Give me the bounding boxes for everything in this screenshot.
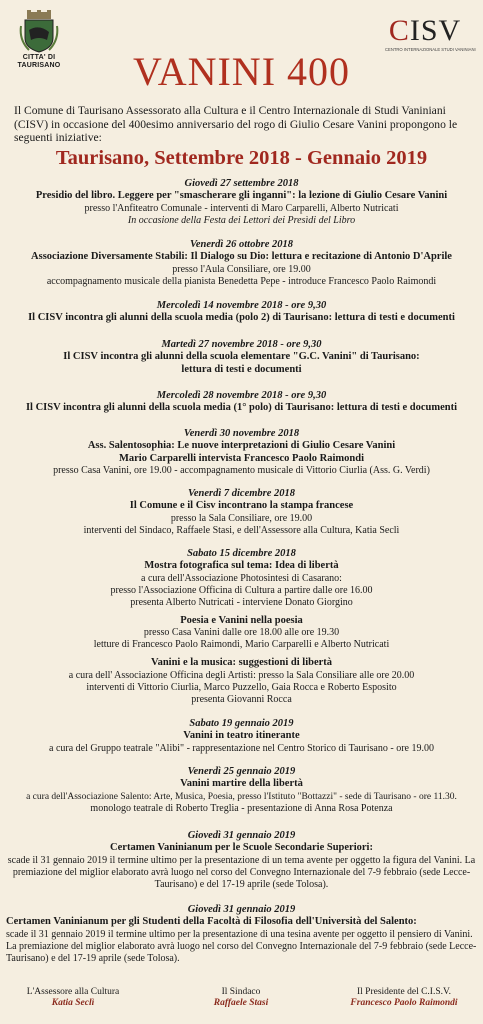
intro-paragraph: Il Comune di Taurisano Assessorato alla Cultura e il Centro Internazionale di Studi Vaniniani (CISV) in occasione del 400esimo anniversario del rogo di Giulio Cesare Vanini propongono le seguenti iniziative: [14, 104, 458, 145]
signature-role: Il Presidente del C.I.S.V. [356, 987, 452, 997]
signature-sindaco [176, 987, 306, 1009]
event-date: Venerdì 7 dicembre 2018 [187, 488, 296, 499]
event-date: Venerdì 30 novembre 2018 [183, 428, 300, 439]
signature-role: L'Assessore alla Cultura [26, 987, 120, 997]
page-title: VANINI 400 [132, 49, 351, 94]
crest-label-line2: TAURISANO [17, 62, 61, 69]
event-date: Sabato 19 gennaio 2019 [189, 718, 294, 729]
crest-label-line1: CITTA' DI [22, 54, 56, 61]
event-heading: Il CISV incontra gli alunni della scuola media (polo 2) di Taurisano: lettura di testi e documenti [28, 312, 455, 323]
event-2 [6, 238, 477, 288]
event-detail: monologo teatrale di Roberto Treglia - presentazione di Anna Rosa Potenza [90, 802, 393, 814]
event-detail: a cura del Gruppo teatrale "Alibi" - rappresentazione nel Centro Storico di Taurisano - ore 19.00 [49, 742, 434, 754]
event-9 [6, 717, 477, 755]
event-date: Venerdì 25 gennaio 2019 [187, 766, 296, 777]
signature-name: Francesco Paolo Raimondi [350, 998, 458, 1008]
cisv-logo-c: C [388, 14, 410, 47]
event-heading: Il Comune e il Cisv incontrano la stampa francese [129, 500, 354, 511]
event-12 [6, 903, 477, 965]
event-detail: presso l'Associazione Officina di Cultura a partire dalle ore 16.00 [110, 584, 373, 596]
cisv-logo-subtitle: CENTRO INTERNAZIONALE STUDI VANINIANI [385, 47, 476, 52]
event-date: Mercoledì 28 novembre 2018 - ore 9,30 [156, 390, 327, 401]
page-subtitle: Taurisano, Settembre 2018 - Gennaio 2019 [55, 147, 428, 169]
event-heading-b: Poesia e Vanini nella poesia [180, 614, 303, 626]
event-8 [6, 547, 477, 706]
event-heading: Vanini in teatro itinerante [183, 730, 300, 741]
event-detail: accompagnamento musicale della pianista Benedetta Pepe - introduce Francesco Paolo Raimondi [46, 275, 437, 287]
event-heading-line2: Mario Carparelli intervista Francesco Paolo Raimondi [118, 452, 365, 464]
event-detail: interventi di Vittorio Ciurlia, Marco Puzzello, Gaia Rocca e Roberto Esposito [86, 681, 397, 693]
municipal-crest-icon [19, 10, 59, 54]
event-detail: presso Casa Vanini dalle ore 18.00 alle ore 19.30 [143, 627, 340, 638]
event-detail: scade il 31 gennaio 2019 il termine ultimo per la presentazione di un tema avente per oggetto la figura del Vanini. La premiazione del miglior elaborato avrà luogo nel corso del Convegno Internazionale del 7-9 febbraio (sede Lecce-Taurisano) e del 17-19 aprile (sede Tolosa). [7, 854, 476, 890]
event-date: Giovedì 31 gennaio 2019 [187, 830, 296, 841]
event-3 [6, 299, 477, 325]
event-heading: Certamen Vaninianum per le Scuole Secondarie Superiori: [110, 842, 373, 853]
event-detail: interventi del Sindaco, Raffaele Stasi, e dell'Assessore alla Cultura, Katia Seclì [83, 524, 400, 536]
event-10 [6, 765, 477, 815]
event-detail: scade il 31 gennaio 2019 il termine ultimo per la presentazione di una tesina avente per oggetto il pensiero di Vanini. La premiazione del miglior elaborato avrà luogo nel corso del Convegno Internazionale del 7-9 febbraio (sede Lecce-Taurisano) e del 17-19 aprile (sede Tolosa). [6, 928, 477, 964]
signature-role: Il Sindaco [221, 987, 261, 997]
event-detail: presso l'Aula Consiliare, ore 19.00 [172, 263, 311, 275]
event-date: Mercoledì 14 novembre 2018 - ore 9,30 [156, 300, 327, 311]
event-detail: presso l'Anfiteatro Comunale - interventi di Maro Carparelli, Alberto Nutricati [84, 202, 399, 214]
event-detail: presso la Sala Consiliare, ore 19.00 [170, 512, 313, 524]
event-detail: a cura dell'Associazione Photosintesi di Casarano: [141, 572, 342, 584]
event-heading: Certamen Vaninianum per gli Studenti della Facoltà di Filosofia dell'Università del Salento: [6, 916, 417, 927]
signature-assessore [8, 987, 138, 1009]
event-heading: Presidio del libro. Leggere per "smascherare gli inganni": la lezione di Giulio Cesare Vanini [35, 190, 448, 201]
event-5 [6, 389, 477, 415]
event-detail: presso Casa Vanini, ore 19.00 - accompagnamento musicale di Vittorio Ciurlia (Ass. G. Verdi) [53, 465, 430, 476]
event-11 [6, 829, 477, 891]
event-date: Martedì 27 novembre 2018 - ore 9,30 [161, 339, 322, 350]
event-1 [6, 177, 477, 227]
signature-presidente [330, 987, 478, 1009]
event-note: In occasione della Festa dei Lettori dei Presìdi del Libro [127, 214, 356, 226]
event-detail: letture di Francesco Paolo Raimondi, Mario Carparelli e Alberto Nutricati [93, 639, 390, 650]
event-heading: Mostra fotografica sul tema: Idea di libertà [144, 560, 339, 571]
event-4 [6, 338, 477, 376]
event-date: Giovedì 31 gennaio 2019 [187, 904, 296, 915]
event-detail: a cura dell' Associazione Officina degli Artisti: presso la Sala Consiliare alle ore 20.00 [68, 669, 415, 681]
event-date: Sabato 15 dicembre 2018 [187, 548, 296, 559]
cisv-logo [385, 14, 476, 52]
event-heading: Ass. Salentosophia: Le nuove interpretazioni di Giulio Cesare Vanini [87, 440, 396, 451]
event-heading: Il CISV incontra gli alunni della scuola elementare "G.C. Vanini" di Taurisano: [63, 351, 420, 362]
event-heading-line2: lettura di testi e documenti [181, 363, 302, 375]
event-7 [6, 487, 477, 537]
signature-name: Raffaele Stasi [213, 998, 269, 1008]
signature-name: Katia Seclì [51, 998, 95, 1008]
event-date: Giovedì 27 settembre 2018 [184, 178, 299, 189]
event-heading-c: Vanini e la musica: suggestioni di libertà [150, 657, 333, 668]
event-detail: presenta Giovanni Rocca [191, 693, 292, 705]
event-heading: Associazione Diversamente Stabili: Il Dialogo su Dio: lettura e recitazione di Antonio D'Aprile [31, 251, 452, 262]
event-date: Venerdì 26 ottobre 2018 [190, 239, 293, 250]
event-heading: Vanini martire della libertà [180, 778, 303, 789]
cisv-logo-mark [385, 16, 465, 46]
event-detail: a cura dell'Associazione Salento: Arte, Musica, Poesia, presso l'Istituto "Bottazzi" - sede di Taurisano - ore 11.30. [26, 791, 457, 802]
event-detail: presenta Alberto Nutricati - interviene Donato Giorgino [130, 596, 353, 608]
event-6 [6, 427, 477, 477]
event-heading: Il CISV incontra gli alunni della scuola media (1° polo) di Taurisano: lettura di testi e documenti [25, 402, 458, 413]
cisv-logo-letters: ISV [409, 14, 462, 47]
